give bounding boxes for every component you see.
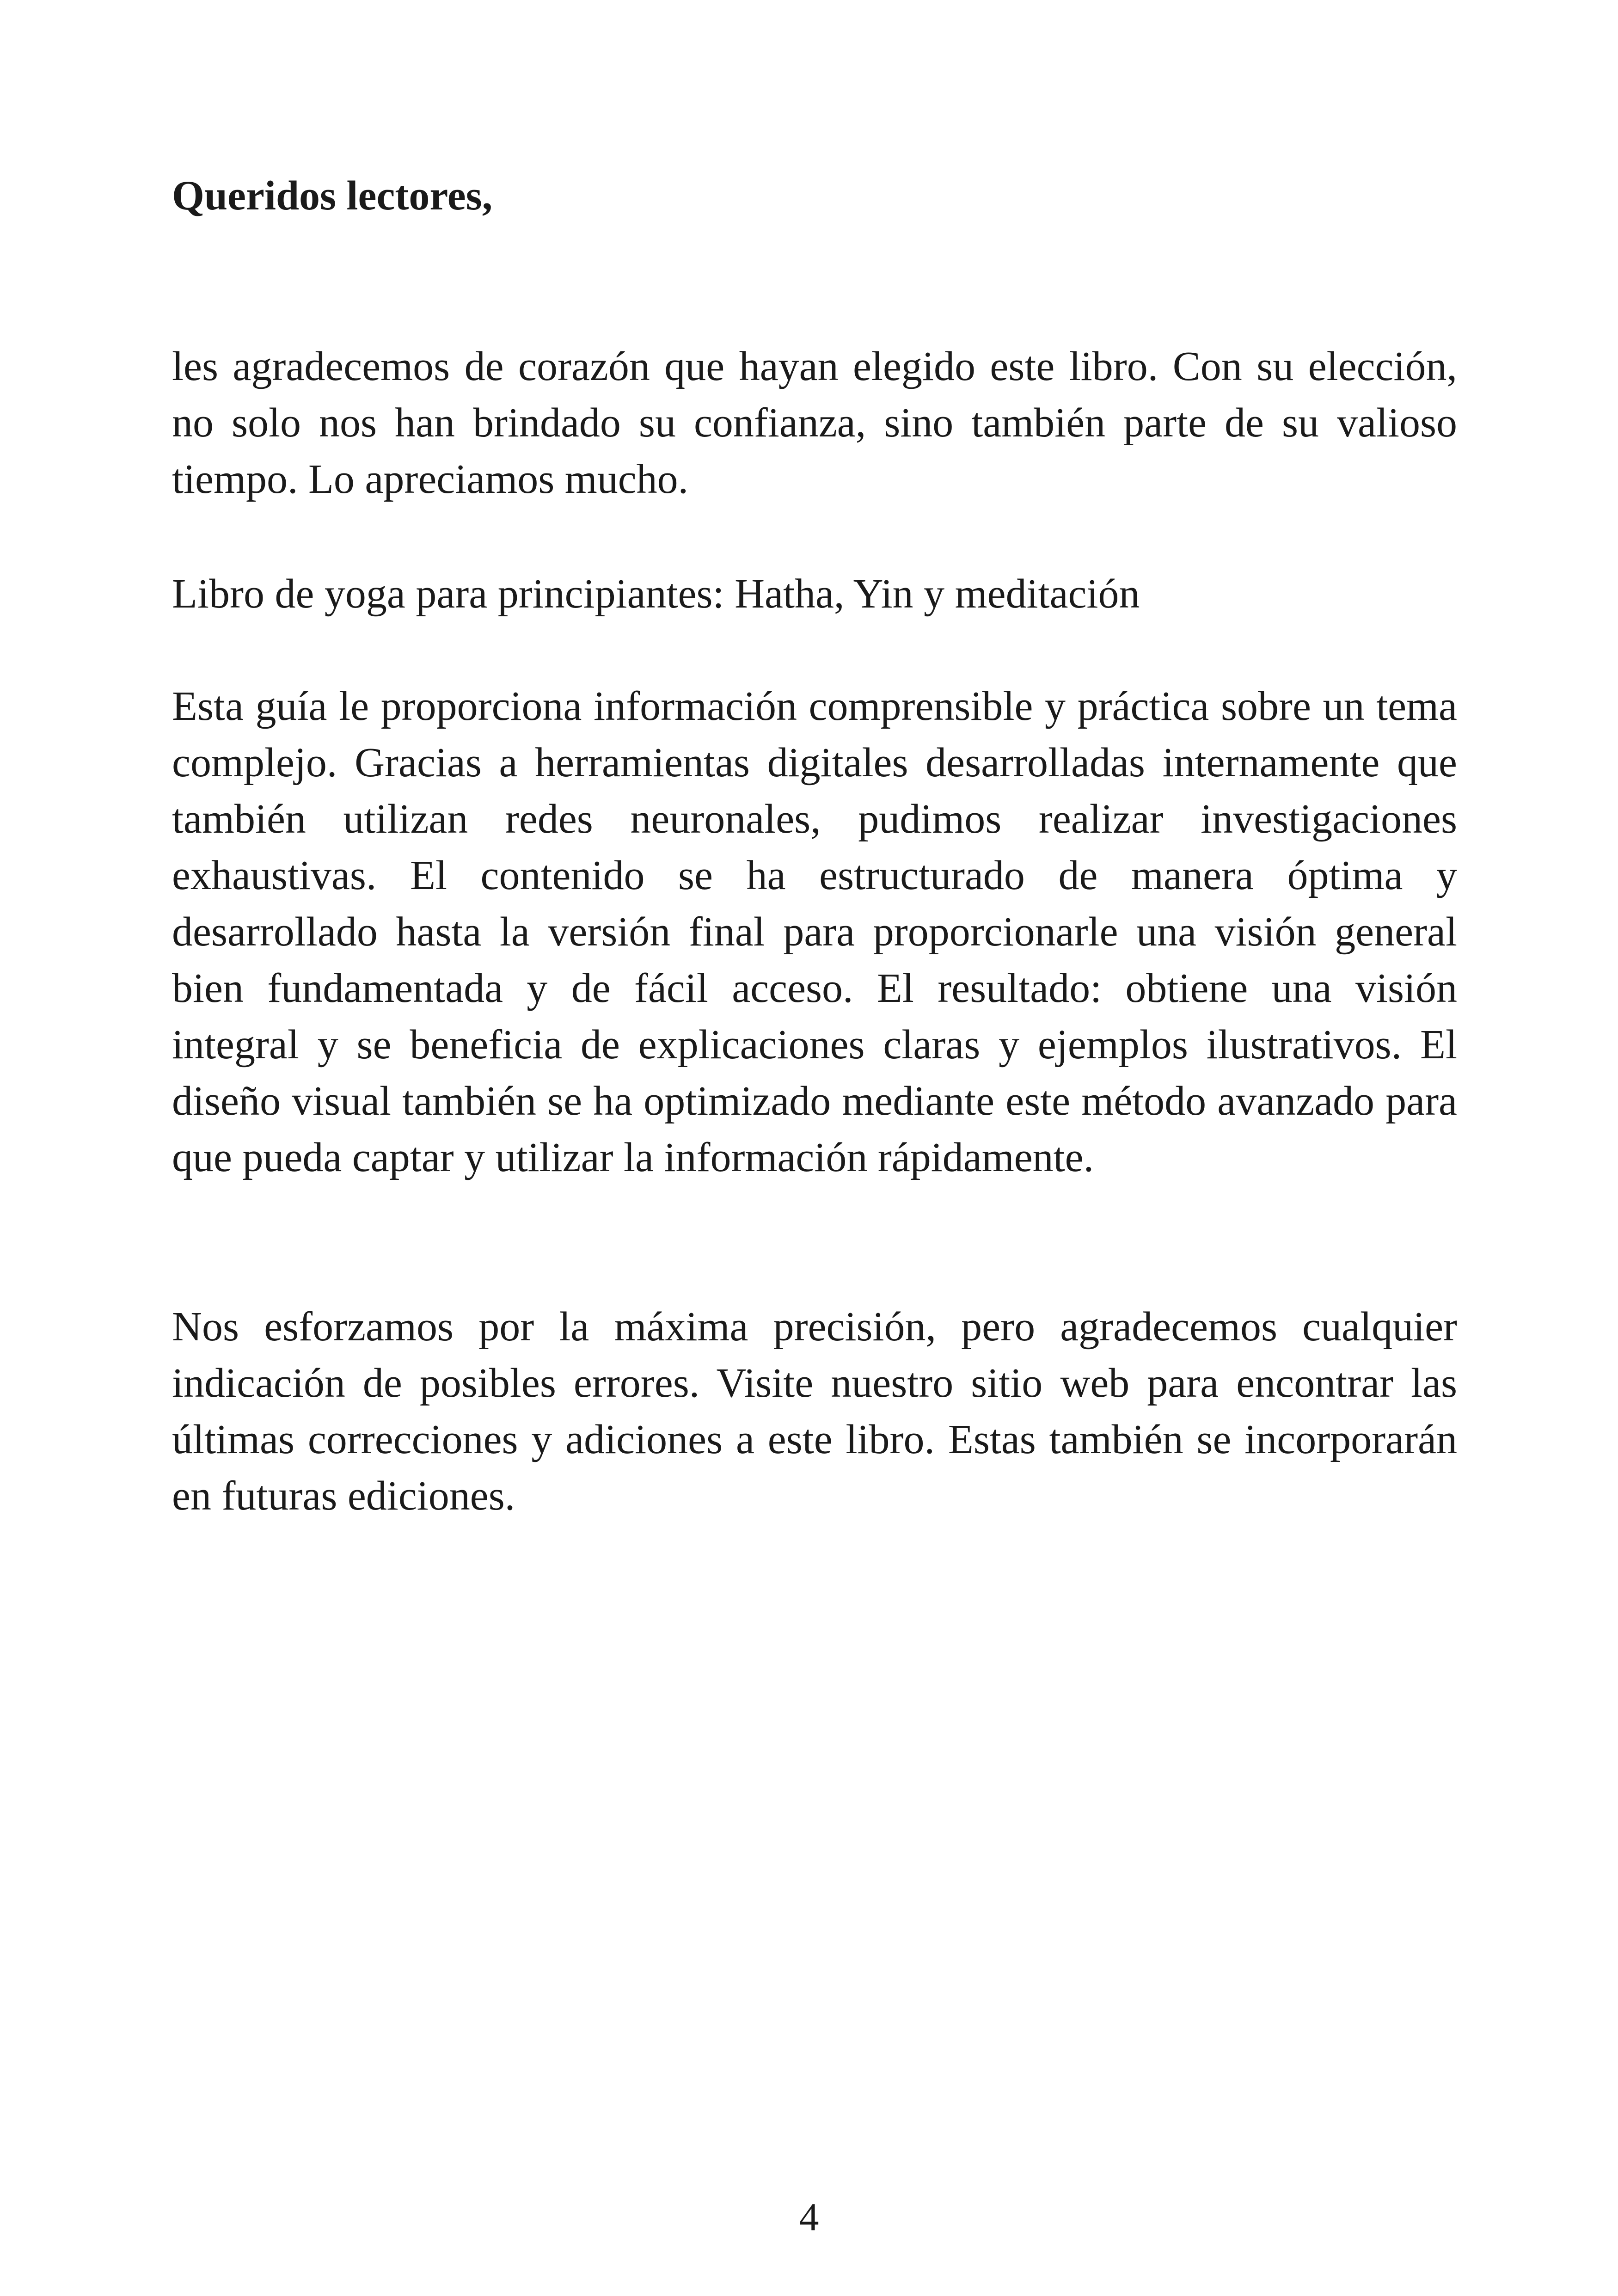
page-number: 4 [799,2195,819,2239]
paragraph-thanks: les agradecemos de corazón que hayan elegido este libro. Con su elección, no solo nos han brindado su confianza, sino también parte de su valioso tiempo. Lo apreciamos mucho. [172,344,1457,502]
paragraph-guide-description: Esta guía le proporciona información comprensible y práctica sobre un tema complejo. Gracias a herramientas digitales desarrolladas internamente que también utilizan redes neuronales, pudimos realizar investigaciones exhaustivas. El contenido se ha estructurado de manera óptima y desarrollado hasta la versión final para proporcionarle una visión general bien fundamentada y de fácil acceso. El resultado: obtiene una visión integral y se beneficia de explicaciones claras y ejemplos ilustrativos. El diseño visual también se ha optimizado mediante este método avanzado para que pueda captar y utilizar la información rápidamente. [172,683,1457,1180]
paragraph-corrections: Nos esforzamos por la máxima precisión, pero agradecemos cualquier indicación de posibles errores. Visite nuestro sitio web para encontrar las últimas correcciones y adiciones a este libro. Estas también se incorporarán en futuras ediciones. [172,1304,1457,1519]
paragraph-book-title: Libro de yoga para principiantes: Hatha, Yin y meditación [172,571,1140,617]
salutation-heading: Queridos lectores, [172,173,493,219]
